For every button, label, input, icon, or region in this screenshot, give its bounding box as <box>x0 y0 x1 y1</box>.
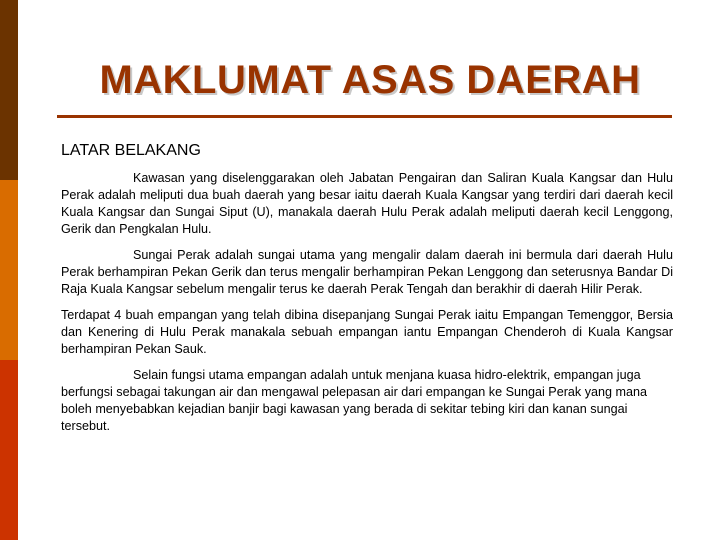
paragraph-3: Terdapat 4 buah empangan yang telah dibina disepanjang Sungai Perak iaitu Empangan Temenggor, Bersia dan Kenering di Hulu Perak manakala sebuah empangan iantu Empangan Chenderoh di Kuala Kangsar berhampiran Pekan Sauk. <box>61 308 673 356</box>
section-heading: LATAR BELAKANG <box>61 142 201 159</box>
paragraph-1: Kawasan yang diselenggarakan oleh Jabatan Pengairan dan Saliran Kuala Kangsar dan Hulu Perak adalah meliputi dua buah daerah yang besar iaitu daerah Kuala Kangsar yang terdiri dari daerah kecil Kuala Kangsar dan Sungai Siput (U), manakala daerah Hulu Perak adalah meliputi daerah kecil Lenggong, Gerik dan Pengkalan Hulu. <box>61 171 673 236</box>
sidebar-band-bottom <box>0 360 18 540</box>
sidebar-band-top <box>0 0 18 180</box>
slide-title: MAKLUMAT ASAS DAERAH <box>99 58 641 102</box>
paragraph-2: Sungai Perak adalah sungai utama yang mengalir dalam daerah ini bermula dari daerah Hulu Perak berhampiran Pekan Gerik dan terus mengalir berhampiran Pekan Lenggong dan seterusnya Bandar Di Raja Kuala Kangsar sebelum mengalir terus ke daerah Perak Tengah dan berakhir di daerah Hilir Perak. <box>61 248 673 296</box>
sidebar-band-middle <box>0 180 18 360</box>
title-underline <box>57 115 672 118</box>
paragraph-4: Selain fungsi utama empangan adalah untuk menjana kuasa hidro-elektrik, empangan juga berfungsi sebagai takungan air dan mengawal pelepasan air dari empangan ke Sungai Perak yang mana boleh menyebabkan kejadian banjir bagi kawasan yang berada di sekitar tebing kiri dan kanan sungai tersebut. <box>61 368 648 433</box>
body-text <box>61 170 673 444</box>
decorative-sidebar <box>0 0 18 540</box>
